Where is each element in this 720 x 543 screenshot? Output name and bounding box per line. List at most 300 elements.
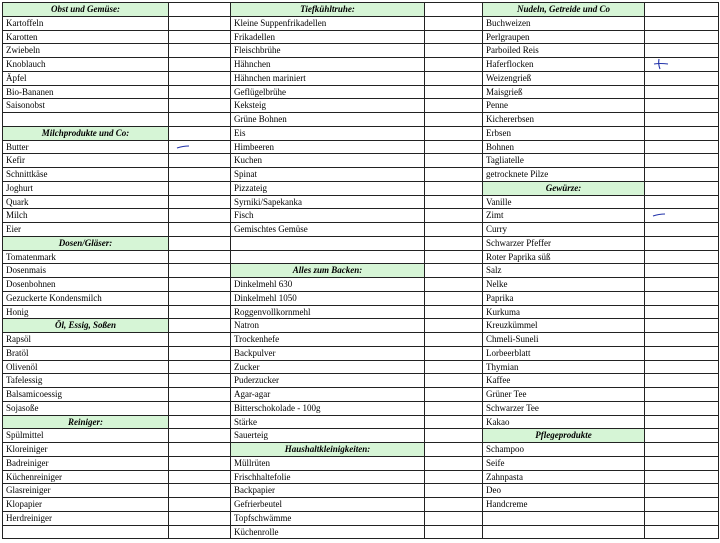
checkbox-cell[interactable]: [645, 113, 719, 127]
checkbox-cell[interactable]: [645, 209, 719, 223]
list-item: [483, 30, 719, 44]
list-item: [483, 209, 719, 223]
item-label: Nelke: [483, 278, 645, 292]
list-column-2: [230, 2, 482, 539]
item-label: Backpapier: [231, 484, 425, 498]
list-item: [3, 264, 231, 278]
checkbox-cell[interactable]: [425, 278, 483, 292]
checkbox-cell[interactable]: [169, 113, 231, 127]
checkbox-cell[interactable]: [645, 16, 719, 30]
item-label: Gemischtes Gemüse: [231, 223, 425, 237]
checkbox-cell[interactable]: [169, 278, 231, 292]
section-header-spacer: [169, 236, 231, 250]
checkbox-cell[interactable]: [425, 85, 483, 99]
list-item: [231, 278, 483, 292]
item-label: Parboiled Reis: [483, 44, 645, 58]
section-header: Tiefkühltruhe:: [231, 3, 425, 17]
checkbox-cell[interactable]: [645, 388, 719, 402]
item-label: Sauerteig: [231, 429, 425, 443]
section-header-row: [3, 415, 231, 429]
section-header-row: [3, 126, 231, 140]
checkbox-cell[interactable]: [169, 99, 231, 113]
checkbox-cell[interactable]: [169, 264, 231, 278]
list-item: [483, 319, 719, 333]
checkbox-cell[interactable]: [425, 374, 483, 388]
item-label: Glasreiniger: [3, 484, 169, 498]
section-header: Öl, Essig, Soßen: [3, 319, 169, 333]
checkbox-cell[interactable]: [645, 401, 719, 415]
checkbox-cell[interactable]: [645, 291, 719, 305]
item-label: Olivenöl: [3, 360, 169, 374]
item-label: Fleischbrühe: [231, 44, 425, 58]
item-label: Lorbeerblatt: [483, 346, 645, 360]
item-label: [231, 250, 425, 264]
checkbox-cell[interactable]: [425, 484, 483, 498]
checkbox-cell[interactable]: [425, 250, 483, 264]
item-label: Haferflocken: [483, 58, 645, 72]
checkbox-cell[interactable]: [425, 305, 483, 319]
checkbox-cell[interactable]: [645, 470, 719, 484]
list-item: [231, 168, 483, 182]
checkbox-cell[interactable]: [645, 85, 719, 99]
item-label: Paprika: [483, 291, 645, 305]
item-label: Müllrüten: [231, 456, 425, 470]
list-item: [231, 498, 483, 512]
list-item: [231, 291, 483, 305]
checkbox-cell[interactable]: [425, 498, 483, 512]
item-label: Perlgraupen: [483, 30, 645, 44]
item-label: Kuchen: [231, 154, 425, 168]
list-item: [231, 401, 483, 415]
checkbox-cell[interactable]: [645, 71, 719, 85]
list-item: [483, 333, 719, 347]
list-item: [483, 525, 719, 539]
list-item: [231, 319, 483, 333]
checkbox-cell[interactable]: [169, 154, 231, 168]
checkbox-cell[interactable]: [425, 388, 483, 402]
checkbox-cell[interactable]: [645, 168, 719, 182]
item-label: Roggenvollkornmehl: [231, 305, 425, 319]
list-item: [231, 140, 483, 154]
item-label: Schwarzer Pfeffer: [483, 236, 645, 250]
item-label: Kreuzkümmel: [483, 319, 645, 333]
list-item: [231, 429, 483, 443]
checkbox-cell[interactable]: [425, 223, 483, 237]
checkbox-cell[interactable]: [169, 223, 231, 237]
checkbox-cell[interactable]: [425, 291, 483, 305]
checkbox-cell[interactable]: [645, 58, 719, 72]
item-label: Schnittkäse: [3, 168, 169, 182]
item-label: Zimt: [483, 209, 645, 223]
checkbox-cell[interactable]: [425, 58, 483, 72]
item-label: Bohnen: [483, 140, 645, 154]
checkbox-cell[interactable]: [169, 71, 231, 85]
list-item: [231, 360, 483, 374]
list-item: [483, 168, 719, 182]
section-header-spacer: [425, 3, 483, 17]
item-label: Bitterschokolade - 100g: [231, 401, 425, 415]
list-table: [482, 2, 719, 539]
section-header-row: [231, 443, 483, 457]
item-label: Herdreiniger: [3, 511, 169, 525]
list-item: [483, 99, 719, 113]
item-label: Knoblauch: [3, 58, 169, 72]
item-label: [3, 525, 169, 539]
checkbox-cell[interactable]: [425, 44, 483, 58]
list-item: [3, 44, 231, 58]
item-label: Kloreiniger: [3, 443, 169, 457]
item-label: Syrniki/Sapekanka: [231, 195, 425, 209]
item-label: Buchweizen: [483, 16, 645, 30]
checkbox-cell[interactable]: [425, 209, 483, 223]
checkbox-cell[interactable]: [169, 360, 231, 374]
checkbox-cell[interactable]: [425, 525, 483, 539]
list-item: [3, 99, 231, 113]
list-item: [231, 58, 483, 72]
checkbox-cell[interactable]: [425, 154, 483, 168]
section-header: Dosen/Gläser:: [3, 236, 169, 250]
checkbox-cell[interactable]: [425, 16, 483, 30]
checkbox-cell[interactable]: [645, 498, 719, 512]
list-item: [483, 85, 719, 99]
item-label: Grüner Tee: [483, 388, 645, 402]
checkbox-cell[interactable]: [645, 456, 719, 470]
checkbox-cell[interactable]: [645, 99, 719, 113]
list-item: [231, 470, 483, 484]
list-item: [483, 250, 719, 264]
item-label: Maisgrieß: [483, 85, 645, 99]
section-header-spacer: [645, 181, 719, 195]
checkbox-cell[interactable]: [645, 195, 719, 209]
item-label: Schwarzer Tee: [483, 401, 645, 415]
list-item: [231, 30, 483, 44]
list-item: [483, 443, 719, 457]
item-label: Salz: [483, 264, 645, 278]
item-label: Trockenhefe: [231, 333, 425, 347]
item-label: Rapsöl: [3, 333, 169, 347]
list-item: [3, 456, 231, 470]
list-column-3: [482, 2, 718, 539]
checkbox-cell[interactable]: [425, 195, 483, 209]
item-label: Tomatenmark: [3, 250, 169, 264]
checkbox-cell[interactable]: [425, 236, 483, 250]
item-label: Dinkelmehl 1050: [231, 291, 425, 305]
checkbox-cell[interactable]: [425, 346, 483, 360]
item-label: Quark: [3, 195, 169, 209]
list-item: [3, 291, 231, 305]
item-label: Bio-Bananen: [3, 85, 169, 99]
checkbox-cell[interactable]: [169, 181, 231, 195]
handwritten-cross-mark-icon: [653, 58, 669, 70]
section-header-spacer: [169, 319, 231, 333]
list-item: [3, 85, 231, 99]
checkbox-cell[interactable]: [645, 484, 719, 498]
item-label: [3, 113, 169, 127]
checkbox-cell[interactable]: [645, 333, 719, 347]
checkbox-cell[interactable]: [169, 401, 231, 415]
item-label: Topfschwämme: [231, 511, 425, 525]
item-label: Butter: [3, 140, 169, 154]
section-header: Obst und Gemüse:: [3, 3, 169, 17]
item-label: Kurkuma: [483, 305, 645, 319]
item-label: Balsamicoessig: [3, 388, 169, 402]
item-label: Gefrierbeutel: [231, 498, 425, 512]
list-item: [483, 44, 719, 58]
list-item: [231, 195, 483, 209]
section-header-spacer: [425, 264, 483, 278]
list-item: [231, 209, 483, 223]
checkbox-cell[interactable]: [169, 388, 231, 402]
checkbox-cell[interactable]: [425, 360, 483, 374]
checkbox-cell[interactable]: [645, 250, 719, 264]
section-header-row: [3, 319, 231, 333]
list-item: [3, 401, 231, 415]
checkbox-cell[interactable]: [645, 223, 719, 237]
list-item: [231, 181, 483, 195]
list-item: [3, 113, 231, 127]
checkbox-cell[interactable]: [169, 195, 231, 209]
item-label: Klopapier: [3, 498, 169, 512]
item-label: Weizengrieß: [483, 71, 645, 85]
checkbox-cell[interactable]: [645, 278, 719, 292]
item-label: Frischhaltefolie: [231, 470, 425, 484]
checkbox-cell[interactable]: [169, 484, 231, 498]
checkbox-cell[interactable]: [425, 511, 483, 525]
item-label: Kaffee: [483, 374, 645, 388]
list-item: [231, 44, 483, 58]
section-header-row: [231, 3, 483, 17]
list-item: [3, 388, 231, 402]
list-item: [231, 374, 483, 388]
list-item: [483, 113, 719, 127]
checkbox-cell[interactable]: [169, 44, 231, 58]
item-label: Hähnchen mariniert: [231, 71, 425, 85]
section-header: Alles zum Backen:: [231, 264, 425, 278]
list-item: [231, 525, 483, 539]
checkbox-cell[interactable]: [425, 429, 483, 443]
checkbox-cell[interactable]: [645, 264, 719, 278]
checkbox-cell[interactable]: [169, 525, 231, 539]
item-label: Hähnchen: [231, 58, 425, 72]
item-label: [483, 525, 645, 539]
list-item: [231, 16, 483, 30]
item-label: [231, 236, 425, 250]
list-item: [231, 223, 483, 237]
item-label: Milch: [3, 209, 169, 223]
item-label: Saisonobst: [3, 99, 169, 113]
checkbox-cell[interactable]: [169, 85, 231, 99]
list-item: [483, 415, 719, 429]
list-item: [483, 511, 719, 525]
list-item: [483, 360, 719, 374]
list-item: [3, 429, 231, 443]
list-item: [3, 140, 231, 154]
section-header: Pflegeprodukte: [483, 429, 645, 443]
list-item: [231, 113, 483, 127]
checkbox-cell[interactable]: [425, 140, 483, 154]
section-header-spacer: [169, 415, 231, 429]
list-item: [3, 16, 231, 30]
checkbox-cell[interactable]: [425, 333, 483, 347]
item-label: Frikadellen: [231, 30, 425, 44]
item-label: [483, 511, 645, 525]
checkbox-cell[interactable]: [169, 429, 231, 443]
list-item: [3, 511, 231, 525]
checkbox-cell[interactable]: [645, 415, 719, 429]
section-header-row: [3, 3, 231, 17]
checkbox-cell[interactable]: [645, 154, 719, 168]
list-item: [231, 346, 483, 360]
checkbox-cell[interactable]: [425, 456, 483, 470]
checkbox-cell[interactable]: [425, 99, 483, 113]
list-item: [483, 498, 719, 512]
list-item: [483, 374, 719, 388]
item-label: Eis: [231, 126, 425, 140]
checkbox-cell[interactable]: [169, 346, 231, 360]
checkbox-cell[interactable]: [169, 140, 231, 154]
item-label: Küchenrolle: [231, 525, 425, 539]
section-header: Haushaltkleinigkeiten:: [231, 443, 425, 457]
list-item: [483, 71, 719, 85]
list-item: [231, 333, 483, 347]
checkbox-cell[interactable]: [169, 333, 231, 347]
list-item: [3, 58, 231, 72]
checkbox-cell[interactable]: [169, 511, 231, 525]
list-item: [3, 209, 231, 223]
list-item: [3, 360, 231, 374]
section-header-spacer: [169, 3, 231, 17]
list-item: [483, 236, 719, 250]
list-item: [483, 388, 719, 402]
list-item: [3, 498, 231, 512]
checkbox-cell[interactable]: [645, 443, 719, 457]
section-header-row: [3, 236, 231, 250]
list-item: [231, 456, 483, 470]
list-item: [483, 346, 719, 360]
item-label: Geflügelbrühe: [231, 85, 425, 99]
checkbox-cell[interactable]: [425, 168, 483, 182]
checkbox-cell[interactable]: [169, 58, 231, 72]
item-label: Dinkelmehl 630: [231, 278, 425, 292]
list-item: [3, 195, 231, 209]
checkbox-cell[interactable]: [169, 250, 231, 264]
item-label: Kichererbsen: [483, 113, 645, 127]
item-label: Schampoo: [483, 443, 645, 457]
list-item: [231, 85, 483, 99]
checkbox-cell[interactable]: [645, 305, 719, 319]
section-header-spacer: [425, 443, 483, 457]
list-item: [483, 291, 719, 305]
list-item: [483, 195, 719, 209]
checkbox-cell[interactable]: [169, 16, 231, 30]
checkbox-cell[interactable]: [425, 181, 483, 195]
checkbox-cell[interactable]: [169, 305, 231, 319]
item-label: Honig: [3, 305, 169, 319]
checkbox-cell[interactable]: [425, 113, 483, 127]
checkbox-cell[interactable]: [169, 456, 231, 470]
list-item: [483, 470, 719, 484]
list-item: [483, 401, 719, 415]
list-item: [483, 484, 719, 498]
item-label: Vanille: [483, 195, 645, 209]
list-item: [3, 168, 231, 182]
item-label: Puderzucker: [231, 374, 425, 388]
checkbox-cell[interactable]: [645, 346, 719, 360]
checkbox-cell[interactable]: [425, 71, 483, 85]
item-label: Seife: [483, 456, 645, 470]
checkbox-cell[interactable]: [169, 291, 231, 305]
list-item: [3, 154, 231, 168]
checkbox-cell[interactable]: [425, 30, 483, 44]
item-label: Tafelessig: [3, 374, 169, 388]
checkbox-cell[interactable]: [425, 401, 483, 415]
item-label: Tagliatelle: [483, 154, 645, 168]
list-item: [483, 223, 719, 237]
section-header-spacer: [169, 126, 231, 140]
list-item: [3, 443, 231, 457]
checkbox-cell[interactable]: [169, 374, 231, 388]
list-item: [483, 305, 719, 319]
list-item: [3, 181, 231, 195]
item-label: Grüne Bohnen: [231, 113, 425, 127]
checkbox-cell[interactable]: [425, 415, 483, 429]
checkbox-cell[interactable]: [645, 525, 719, 539]
checkbox-cell[interactable]: [645, 30, 719, 44]
checkbox-cell[interactable]: [425, 470, 483, 484]
checkbox-cell[interactable]: [425, 126, 483, 140]
item-label: Spülmittel: [3, 429, 169, 443]
list-item: [231, 99, 483, 113]
item-label: Spinat: [231, 168, 425, 182]
item-label: Küchenreiniger: [3, 470, 169, 484]
item-label: Himbeeren: [231, 140, 425, 154]
checkbox-cell[interactable]: [645, 44, 719, 58]
item-label: Natron: [231, 319, 425, 333]
checkbox-cell[interactable]: [645, 140, 719, 154]
checkbox-cell[interactable]: [645, 236, 719, 250]
checkbox-cell[interactable]: [645, 126, 719, 140]
checkbox-cell[interactable]: [169, 470, 231, 484]
item-label: Keksteig: [231, 99, 425, 113]
list-item: [3, 333, 231, 347]
section-header-spacer: [645, 3, 719, 17]
item-label: Eier: [3, 223, 169, 237]
checkbox-cell[interactable]: [169, 498, 231, 512]
item-label: Zucker: [231, 360, 425, 374]
list-item: [231, 236, 483, 250]
checkbox-cell[interactable]: [169, 30, 231, 44]
list-item: [3, 470, 231, 484]
list-item: [3, 30, 231, 44]
list-column-1: [2, 2, 230, 539]
item-label: Kefir: [3, 154, 169, 168]
checkbox-cell[interactable]: [645, 511, 719, 525]
checkbox-cell[interactable]: [169, 168, 231, 182]
shopping-list-sheet: [2, 2, 718, 541]
checkbox-cell[interactable]: [645, 319, 719, 333]
checkbox-cell[interactable]: [645, 360, 719, 374]
list-item: [3, 278, 231, 292]
checkbox-cell[interactable]: [169, 443, 231, 457]
section-header: Nudeln, Getreide und Co: [483, 3, 645, 17]
list-item: [231, 154, 483, 168]
checkbox-cell[interactable]: [169, 209, 231, 223]
checkbox-cell[interactable]: [645, 374, 719, 388]
list-item: [231, 250, 483, 264]
list-item: [483, 456, 719, 470]
checkbox-cell[interactable]: [425, 319, 483, 333]
handwritten-dash-mark-icon: [651, 209, 667, 221]
